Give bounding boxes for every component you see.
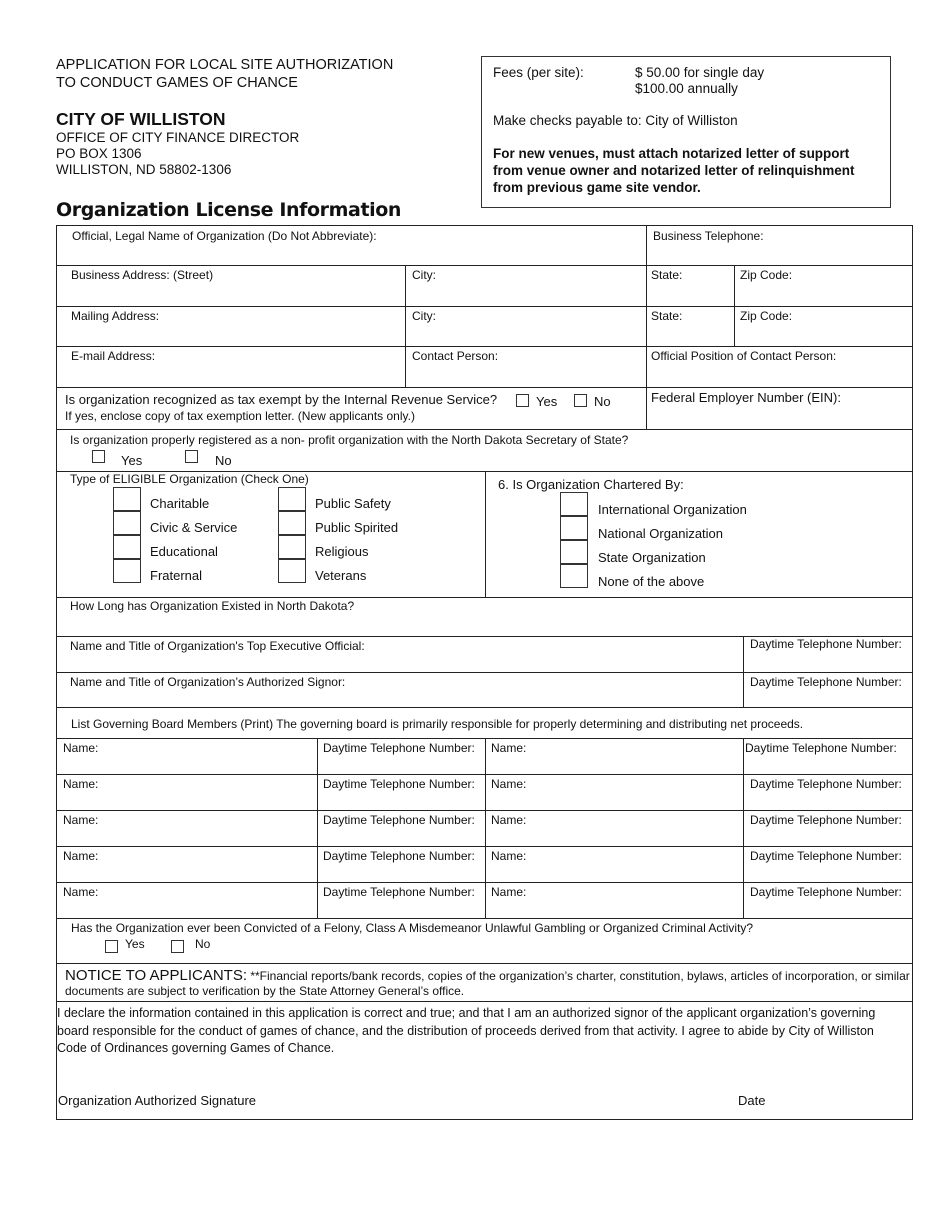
eligible-option-label: Public Spirited bbox=[315, 520, 399, 535]
col-divider bbox=[485, 471, 486, 597]
eligible-option-label: Civic & Service bbox=[150, 520, 238, 535]
fees-label: Fees (per site): bbox=[493, 65, 584, 80]
row-divider bbox=[57, 707, 912, 708]
row-divider bbox=[57, 306, 912, 307]
nonprofit-question: Is organization properly registered as a non- profit organization with the North Dakota Secretary of State? bbox=[70, 433, 629, 447]
notice-to-applicants bbox=[65, 968, 910, 999]
eligible-type-text: Type of ELIGIBLE Organization (Check One) bbox=[70, 472, 309, 486]
charter-option-label: National Organization bbox=[598, 526, 724, 541]
state-org-checkbox[interactable] bbox=[560, 540, 588, 564]
felony-no-label: No bbox=[195, 937, 211, 951]
board-phone-field[interactable]: Daytime Telephone Number: bbox=[323, 813, 475, 827]
felony-question: Has the Organization ever been Convicted of a Felony, Class A Misdemeanor Unlawful Gambling or Organized Criminal Activity? bbox=[71, 921, 754, 935]
fees-amounts bbox=[635, 65, 764, 97]
tax-exempt-yes-label: Yes bbox=[536, 394, 558, 409]
tax-exempt-question: Is organization recognized as tax exempt by the Internal Revenue Service? bbox=[65, 392, 498, 407]
address-line3: WILLISTON, ND 58802-1306 bbox=[56, 162, 232, 177]
religious-checkbox[interactable] bbox=[278, 535, 306, 559]
section-title: Organization License Information bbox=[56, 199, 402, 221]
nonprofit-no-checkbox[interactable] bbox=[185, 450, 198, 463]
signature-field[interactable]: Organization Authorized Signature bbox=[58, 1093, 257, 1108]
business-zip-field[interactable]: Zip Code: bbox=[740, 268, 793, 282]
eligible-option-label: Public Safety bbox=[315, 496, 391, 511]
board-phone-field[interactable]: Daytime Telephone Number: bbox=[323, 849, 475, 863]
license-form bbox=[56, 225, 913, 1120]
charter-option-label: International Organization bbox=[598, 502, 747, 517]
row-divider bbox=[57, 1001, 912, 1002]
eligible-option-label: Fraternal bbox=[150, 568, 203, 583]
top-executive-phone-field[interactable]: Daytime Telephone Number: bbox=[750, 637, 902, 651]
tax-exempt-note: If yes, enclose copy of tax exemption letter. (New applicants only.) bbox=[65, 409, 415, 423]
col-divider bbox=[646, 226, 647, 429]
board-phone-field[interactable]: Daytime Telephone Number: bbox=[323, 741, 475, 755]
board-phone-field[interactable]: Daytime Telephone Number: bbox=[750, 813, 902, 827]
felony-yes-label: Yes bbox=[125, 937, 145, 951]
none-of-above-checkbox[interactable] bbox=[560, 564, 588, 588]
nonprofit-yes-checkbox[interactable] bbox=[92, 450, 105, 463]
top-executive-field[interactable]: Name and Title of Organization's Top Executive Official: bbox=[70, 639, 365, 653]
tax-exempt-yes-checkbox[interactable] bbox=[516, 394, 529, 407]
board-phone-field[interactable]: Daytime Telephone Number: bbox=[750, 849, 902, 863]
public-safety-checkbox[interactable] bbox=[278, 487, 306, 511]
form-header bbox=[56, 56, 393, 178]
chartered-by-label: 6. Is Organization Chartered By: bbox=[498, 477, 684, 492]
board-phone-field[interactable]: Daytime Telephone Number: bbox=[745, 741, 897, 755]
veterans-checkbox[interactable] bbox=[278, 559, 306, 583]
board-name-field[interactable]: Name: bbox=[491, 849, 527, 863]
col-divider bbox=[743, 738, 744, 918]
board-phone-field[interactable]: Daytime Telephone Number: bbox=[750, 885, 902, 899]
business-telephone-field[interactable]: Business Telephone: bbox=[653, 229, 764, 243]
board-name-field[interactable]: Name: bbox=[63, 741, 99, 755]
international-org-checkbox[interactable] bbox=[560, 492, 588, 516]
how-long-field[interactable]: How Long has Organization Existed in North Dakota? bbox=[70, 599, 355, 613]
row-divider bbox=[57, 672, 912, 673]
board-name-field[interactable]: Name: bbox=[63, 849, 99, 863]
date-field[interactable]: Date bbox=[738, 1093, 766, 1108]
nonprofit-no-label: No bbox=[215, 453, 232, 468]
tax-exempt-no-label: No bbox=[594, 394, 611, 409]
row-divider bbox=[57, 918, 912, 919]
board-name-field[interactable]: Name: bbox=[491, 777, 527, 791]
form-title-line1: APPLICATION FOR LOCAL SITE AUTHORIZATION bbox=[56, 57, 394, 73]
declaration-text: I declare the information contained in this application is correct and true; and that I am an authorized signor of the applicant organization’s governing board responsible for the conduct of games of chance, and the distribution of proceeds derived from that activity. I agree to abide by City of Williston Code of Ordinances governing Games of Chance. bbox=[57, 1006, 876, 1055]
board-name-field[interactable]: Name: bbox=[63, 777, 99, 791]
row-divider bbox=[57, 265, 912, 266]
eligible-option-label: Veterans bbox=[315, 568, 367, 583]
mailing-zip-field[interactable]: Zip Code: bbox=[740, 309, 793, 323]
felony-yes-checkbox[interactable] bbox=[105, 940, 118, 953]
city-name: CITY OF WILLISTON bbox=[56, 109, 226, 129]
civic-service-checkbox[interactable] bbox=[113, 511, 141, 535]
col-divider bbox=[485, 738, 486, 918]
mailing-city-field[interactable]: City: bbox=[412, 309, 436, 323]
address-line1: OFFICE OF CITY FINANCE DIRECTOR bbox=[56, 130, 300, 145]
board-phone-field[interactable]: Daytime Telephone Number: bbox=[750, 777, 902, 791]
notice-heading: NOTICE TO APPLICANTS: bbox=[65, 967, 247, 984]
row-divider bbox=[57, 429, 912, 430]
board-name-field[interactable]: Name: bbox=[63, 885, 99, 899]
charter-option-label: None of the above bbox=[598, 574, 705, 589]
business-state-field[interactable]: State: bbox=[651, 268, 683, 282]
mailing-state-field[interactable]: State: bbox=[651, 309, 683, 323]
authorized-signor-field[interactable]: Name and Title of Organization’s Authorized Signor: bbox=[70, 675, 346, 689]
eligible-option-label: Educational bbox=[150, 544, 218, 559]
eligible-type-label bbox=[70, 472, 309, 486]
row-divider bbox=[57, 597, 912, 598]
charitable-checkbox[interactable] bbox=[113, 487, 141, 511]
national-org-checkbox[interactable] bbox=[560, 516, 588, 540]
address-line2: PO BOX 1306 bbox=[56, 146, 142, 161]
board-name-field[interactable]: Name: bbox=[63, 813, 99, 827]
public-spirited-checkbox[interactable] bbox=[278, 511, 306, 535]
mailing-address-field[interactable]: Mailing Address: bbox=[71, 309, 160, 323]
col-divider bbox=[317, 738, 318, 918]
educational-checkbox[interactable] bbox=[113, 535, 141, 559]
board-phone-field[interactable]: Daytime Telephone Number: bbox=[323, 777, 475, 791]
fee-single-day: $ 50.00 for single day bbox=[635, 65, 765, 80]
board-name-field[interactable]: Name: bbox=[491, 813, 527, 827]
ein-field[interactable]: Federal Employer Number (EIN): bbox=[651, 390, 841, 405]
board-members-instruction: List Governing Board Members (Print) The governing board is primarily responsible for properly determining and distributing net proceeds. bbox=[71, 717, 804, 731]
authorized-signor-phone-field[interactable]: Daytime Telephone Number: bbox=[750, 675, 902, 689]
email-field[interactable]: E-mail Address: bbox=[71, 349, 156, 363]
nonprofit-yes-label: Yes bbox=[121, 453, 143, 468]
row-divider bbox=[57, 387, 912, 388]
contact-position-field[interactable]: Official Position of Contact Person: bbox=[651, 349, 837, 363]
new-venues-note: For new venues, must attach notarized letter of support from venue owner and notarized letter of relinquishment from previous game site vendor. bbox=[493, 146, 855, 195]
form-title-line2: TO CONDUCT GAMES OF CHANCE bbox=[56, 75, 298, 91]
legal-name-field[interactable]: Official, Legal Name of Organization (Do Not Abbreviate): bbox=[72, 229, 377, 243]
board-name-field[interactable]: Name: bbox=[491, 885, 527, 899]
eligible-option-label: Charitable bbox=[150, 496, 210, 511]
contact-person-field[interactable]: Contact Person: bbox=[412, 349, 499, 363]
business-address-field[interactable]: Business Address: (Street) bbox=[71, 268, 214, 282]
col-divider bbox=[743, 636, 744, 707]
fee-annual: $100.00 annually bbox=[635, 81, 738, 96]
row-divider bbox=[57, 346, 912, 347]
col-divider bbox=[405, 265, 406, 387]
felony-no-checkbox[interactable] bbox=[171, 940, 184, 953]
row-divider bbox=[57, 963, 912, 964]
board-phone-field[interactable]: Daytime Telephone Number: bbox=[323, 885, 475, 899]
notice-text: **Financial reports/bank records, copies of the organization’s charter, constitution, bylaws, articles of incorporation, or similar documents are subject to verification by the State Attorney General’s office. bbox=[65, 969, 910, 998]
charter-option-label: State Organization bbox=[598, 550, 706, 565]
fee-box bbox=[481, 56, 891, 208]
board-name-field[interactable]: Name: bbox=[491, 741, 527, 755]
business-city-field[interactable]: City: bbox=[412, 268, 436, 282]
fraternal-checkbox[interactable] bbox=[113, 559, 141, 583]
eligible-option-label: Religious bbox=[315, 544, 369, 559]
tax-exempt-no-checkbox[interactable] bbox=[574, 394, 587, 407]
col-divider bbox=[734, 265, 735, 346]
checks-payable: Make checks payable to: City of Williston bbox=[493, 113, 738, 128]
